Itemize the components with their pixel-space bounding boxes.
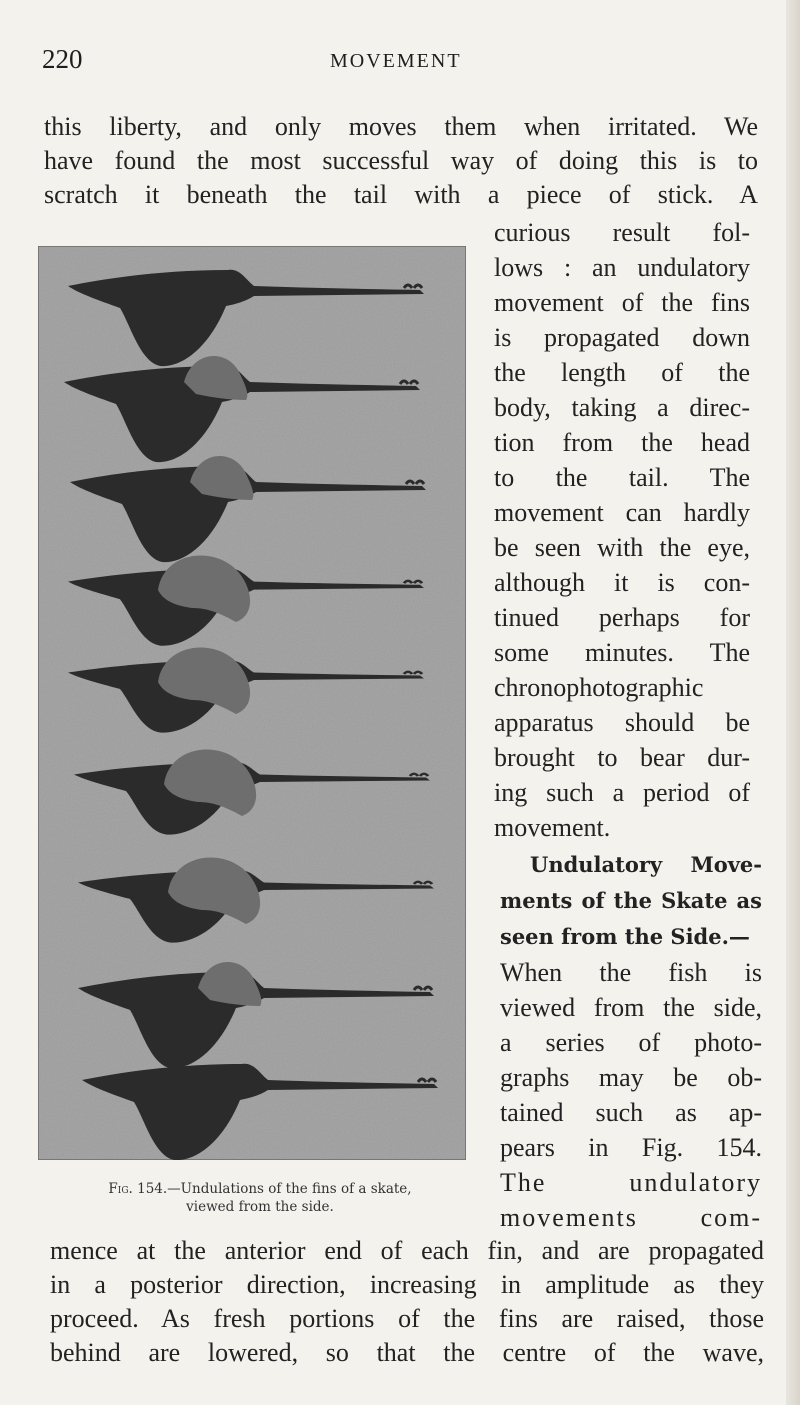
text-line: graphs may be ob- bbox=[500, 1063, 762, 1092]
page-edge-shadow bbox=[786, 0, 800, 1405]
text-line: in a posterior direction, increasing in amplitude as they bbox=[50, 1270, 764, 1299]
text-line: viewed from the side, bbox=[500, 993, 762, 1022]
text-line: body, taking a direc- bbox=[494, 393, 750, 422]
text-line: tion from the head bbox=[494, 428, 750, 457]
text-line: to the tail. The bbox=[494, 463, 750, 492]
text-line: lows : an undulatory bbox=[494, 253, 750, 282]
text-line: pears in Fig. 154. bbox=[500, 1133, 762, 1162]
text-line: behind are lowered, so that the centre of the wave, bbox=[50, 1338, 764, 1367]
text-line: curious result fol- bbox=[494, 218, 750, 247]
figure-skate-undulation-photo bbox=[38, 246, 466, 1160]
text-line: a series of photo- bbox=[500, 1028, 762, 1057]
text-line: scratch it beneath the tail with a piece of stick. A bbox=[44, 180, 758, 209]
text-line: some minutes. The bbox=[494, 638, 750, 667]
text-line: movement can hardly bbox=[494, 498, 750, 527]
text-line: the length of the bbox=[494, 358, 750, 387]
section-heading-line: Undulatory Move- bbox=[530, 852, 762, 877]
figure-caption-line-1 bbox=[50, 1180, 470, 1198]
text-line: brought to bear dur- bbox=[494, 743, 750, 772]
text-line: tained such as ap- bbox=[500, 1098, 762, 1127]
text-line: have found the most successful way of doing this is to bbox=[44, 146, 758, 175]
section-heading-line: seen from the Side.— bbox=[500, 924, 750, 949]
text-line: chronophotographic bbox=[494, 673, 704, 702]
text-line: apparatus should be bbox=[494, 708, 750, 737]
figure-caption-text: —Undulations of the fins of a skate, bbox=[167, 1181, 412, 1197]
text-line: movements com- bbox=[500, 1203, 762, 1232]
figure-caption-line-2: viewed from the side. bbox=[186, 1199, 334, 1215]
section-heading-line: ments of the Skate as bbox=[500, 888, 762, 913]
text-line: is propagated down bbox=[494, 323, 750, 352]
text-line: movement. bbox=[494, 813, 611, 842]
text-line: movement of the fins bbox=[494, 288, 750, 317]
text-line: although it is con- bbox=[494, 568, 750, 597]
text-line: ing such a period of bbox=[494, 778, 750, 807]
text-line: proceed. As fresh portions of the fins are raised, those bbox=[50, 1304, 764, 1333]
text-line: When the fish is bbox=[500, 958, 762, 987]
text-line: The undulatory bbox=[500, 1168, 762, 1197]
text-line: be seen with the eye, bbox=[494, 533, 750, 562]
running-head: MOVEMENT bbox=[330, 50, 462, 72]
text-line: this liberty, and only moves them when irritated. We bbox=[44, 112, 758, 141]
page-number: 220 bbox=[42, 44, 83, 74]
skate-photo-svg bbox=[38, 246, 466, 1160]
text-line: mence at the anterior end of each fin, and are propagated bbox=[50, 1236, 764, 1265]
text-line: tinued perhaps for bbox=[494, 603, 750, 632]
figure-label: Fig. 154. bbox=[108, 1181, 168, 1197]
figure-caption bbox=[50, 1180, 470, 1216]
page-header bbox=[42, 44, 772, 80]
